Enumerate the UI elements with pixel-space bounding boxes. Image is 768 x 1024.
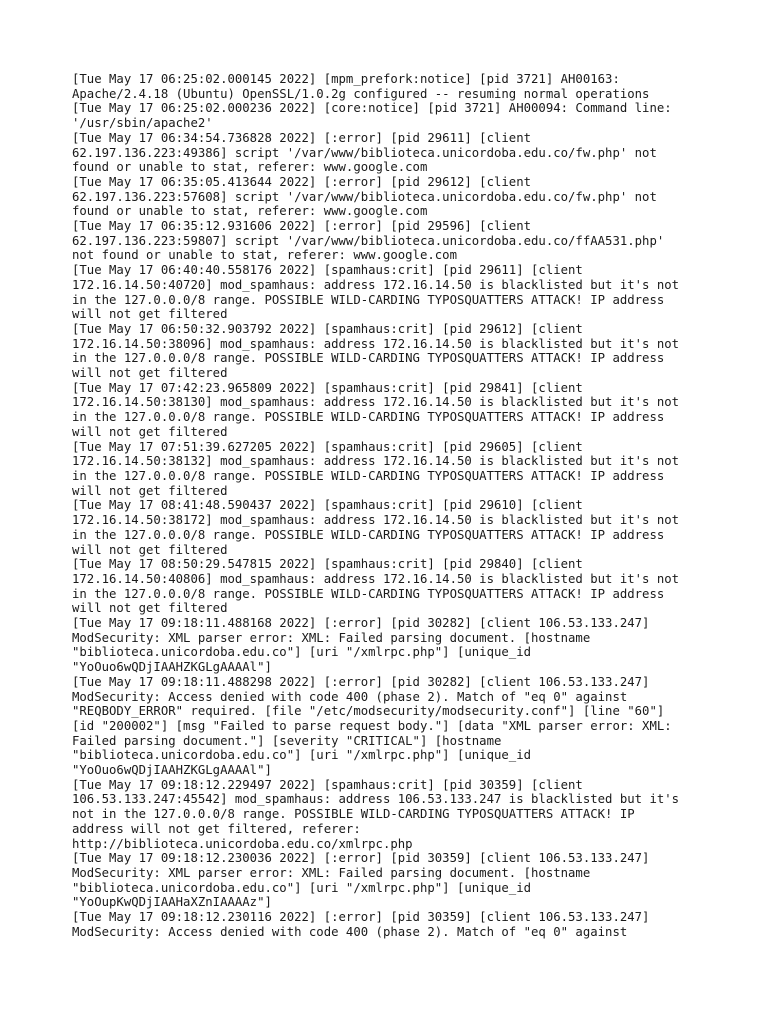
log-line: 106.53.133.247:45542] mod_spamhaus: address 106.53.133.247 is blacklisted but it's <box>72 792 680 807</box>
log-line: [Tue May 17 06:35:05.413644 2022] [:error] [pid 29612] [client <box>72 174 532 189</box>
log-line: [Tue May 17 06:50:32.903792 2022] [spamhaus:crit] [pid 29612] [client <box>72 321 583 336</box>
log-line: in the 127.0.0.0/8 range. POSSIBLE WILD-CARDING TYPOSQUATTERS ATTACK! IP address <box>72 292 665 307</box>
log-line: http://biblioteca.unicordoba.edu.co/xmlrpc.php <box>72 836 413 851</box>
log-line: will not get filtered <box>72 307 228 322</box>
log-line: in the 127.0.0.0/8 range. POSSIBLE WILD-CARDING TYPOSQUATTERS ATTACK! IP address <box>72 527 665 542</box>
log-line: "REQBODY_ERROR" required. [file "/etc/modsecurity/modsecurity.conf"] [line "60"] <box>72 704 665 719</box>
log-line: 172.16.14.50:38096] mod_spamhaus: address 172.16.14.50 is blacklisted but it's not <box>72 336 680 351</box>
log-line: "biblioteca.unicordoba.edu.co"] [uri "/xmlrpc.php"] [unique_id <box>72 645 532 660</box>
log-line: found or unable to stat, referer: www.google.com <box>72 160 428 175</box>
log-line: 172.16.14.50:38130] mod_spamhaus: address 172.16.14.50 is blacklisted but it's not <box>72 395 680 410</box>
log-line: [Tue May 17 09:18:12.230116 2022] [:error] [pid 30359] [client 106.53.133.247] <box>72 910 650 925</box>
log-line: Apache/2.4.18 (Ubuntu) OpenSSL/1.0.2g configured -- resuming normal operations <box>72 86 650 101</box>
log-line: [Tue May 17 06:40:40.558176 2022] [spamhaus:crit] [pid 29611] [client <box>72 263 583 278</box>
log-line: "biblioteca.unicordoba.edu.co"] [uri "/xmlrpc.php"] [unique_id <box>72 748 532 763</box>
log-line: [Tue May 17 09:18:12.229497 2022] [spamhaus:crit] [pid 30359] [client <box>72 777 583 792</box>
log-line: [id "200002"] [msg "Failed to parse request body."] [data "XML parser error: XML: <box>72 718 672 733</box>
log-line: "YoOuo6wQDjIAAHZKGLgAAAAl"] <box>72 763 272 778</box>
log-line: in the 127.0.0.0/8 range. POSSIBLE WILD-CARDING TYPOSQUATTERS ATTACK! IP address <box>72 586 665 601</box>
log-line: ModSecurity: XML parser error: XML: Failed parsing document. [hostname <box>72 865 591 880</box>
log-line: 172.16.14.50:38132] mod_spamhaus: address 172.16.14.50 is blacklisted but it's not <box>72 454 680 469</box>
log-line: 172.16.14.50:40806] mod_spamhaus: address 172.16.14.50 is blacklisted but it's not <box>72 571 680 586</box>
log-line: will not get filtered <box>72 366 228 381</box>
log-line: in the 127.0.0.0/8 range. POSSIBLE WILD-CARDING TYPOSQUATTERS ATTACK! IP address <box>72 410 665 425</box>
log-line: will not get filtered <box>72 601 228 616</box>
log-line: in the 127.0.0.0/8 range. POSSIBLE WILD-CARDING TYPOSQUATTERS ATTACK! IP address <box>72 468 665 483</box>
log-line: '/usr/sbin/apache2' <box>72 116 213 131</box>
log-line: "YoOupKwQDjIAAHaXZnIAAAAz"] <box>72 895 272 910</box>
log-line: "biblioteca.unicordoba.edu.co"] [uri "/xmlrpc.php"] [unique_id <box>72 880 532 895</box>
log-line: [Tue May 17 06:34:54.736828 2022] [:error] [pid 29611] [client <box>72 130 532 145</box>
log-line: [Tue May 17 06:25:02.000145 2022] [mpm_prefork:notice] [pid 3721] AH00163: <box>72 72 620 86</box>
log-line: Failed parsing document."] [severity "CRITICAL"] [hostname <box>72 733 502 748</box>
log-line: [Tue May 17 07:42:23.965809 2022] [spamhaus:crit] [pid 29841] [client <box>72 380 583 395</box>
log-line: [Tue May 17 08:41:48.590437 2022] [spamhaus:crit] [pid 29610] [client <box>72 498 583 513</box>
log-line: address will not get filtered, referer: <box>72 821 361 836</box>
log-line: 62.197.136.223:57608] script '/var/www/biblioteca.unicordoba.edu.co/fw.php' not <box>72 189 657 204</box>
log-line: ModSecurity: XML parser error: XML: Failed parsing document. [hostname <box>72 630 591 645</box>
log-line: will not get filtered <box>72 424 228 439</box>
log-line: [Tue May 17 09:18:11.488168 2022] [:error] [pid 30282] [client 106.53.133.247] <box>72 616 650 631</box>
log-document <box>72 72 712 939</box>
log-line: not found or unable to stat, referer: www.google.com <box>72 248 457 263</box>
log-line: [Tue May 17 07:51:39.627205 2022] [spamhaus:crit] [pid 29605] [client <box>72 439 583 454</box>
log-line: will not get filtered <box>72 542 228 557</box>
log-line: will not get filtered <box>72 483 228 498</box>
log-line: [Tue May 17 08:50:29.547815 2022] [spamhaus:crit] [pid 29840] [client <box>72 557 583 572</box>
log-line: [Tue May 17 09:18:11.488298 2022] [:error] [pid 30282] [client 106.53.133.247] <box>72 674 650 689</box>
log-line: 62.197.136.223:59807] script '/var/www/biblioteca.unicordoba.edu.co/ffAA531.php' <box>72 233 665 248</box>
log-line: "YoOuo6wQDjIAAHZKGLgAAAAl"] <box>72 660 272 675</box>
log-line: [Tue May 17 06:35:12.931606 2022] [:error] [pid 29596] [client <box>72 219 532 234</box>
log-line: [Tue May 17 06:25:02.000236 2022] [core:notice] [pid 3721] AH00094: Command line: <box>72 101 672 116</box>
log-line: not in the 127.0.0.0/8 range. POSSIBLE WILD-CARDING TYPOSQUATTERS ATTACK! IP <box>72 807 635 822</box>
log-line: [Tue May 17 09:18:12.230036 2022] [:error] [pid 30359] [client 106.53.133.247] <box>72 851 650 866</box>
log-line: ModSecurity: Access denied with code 400 (phase 2). Match of "eq 0" against <box>72 689 628 704</box>
log-line: found or unable to stat, referer: www.google.com <box>72 204 428 219</box>
log-line: in the 127.0.0.0/8 range. POSSIBLE WILD-CARDING TYPOSQUATTERS ATTACK! IP address <box>72 351 665 366</box>
log-line: 172.16.14.50:38172] mod_spamhaus: address 172.16.14.50 is blacklisted but it's not <box>72 513 680 528</box>
log-line: 172.16.14.50:40720] mod_spamhaus: address 172.16.14.50 is blacklisted but it's not <box>72 277 680 292</box>
log-line: 62.197.136.223:49386] script '/var/www/biblioteca.unicordoba.edu.co/fw.php' not <box>72 145 657 160</box>
log-line: ModSecurity: Access denied with code 400 (phase 2). Match of "eq 0" against <box>72 924 628 939</box>
